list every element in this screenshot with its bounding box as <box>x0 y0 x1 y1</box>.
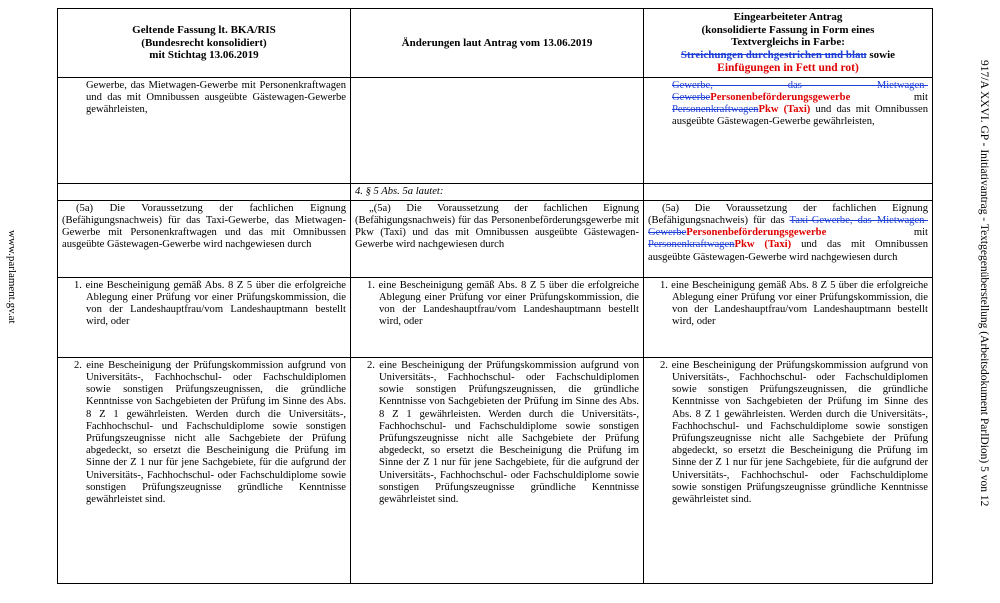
row3-current: (5a) Die Voraussetzung der fachlichen Eignung (Befähigungsnachweis) für das Taxi-Gewerbe, das Mietwagen-Gewerbe mit Personenkraftwagen und das mit Omnibussen ausgeübte Gästewagen-Gewerbe wird nachgewiesen durch <box>58 200 351 277</box>
header-consolidated: Eingearbeiteter Antrag (konsolidierte Fassung in Form eines Textvergleichs in Farbe: Streichungen durchgestrichen und blau sowie Einfügungen in Fett und rot) <box>644 9 933 78</box>
row3-consolidated: (5a) Die Voraussetzung der fachlichen Eignung (Befähigungsnachweis) für das Taxi-Gewerbe, das Mietwagen-GewerbePersonenbeförderungsgewerbe mit PersonenkraftwagenPkw (Taxi) und das mit Omnibussen ausgeübte Gästewagen-Gewerbe wird nachgewiesen durch <box>644 200 933 277</box>
table-row <box>58 200 933 277</box>
comparison-table <box>57 8 933 584</box>
website-label: www.parlament.gv.at <box>6 230 18 324</box>
row5-consolidated: 2. eine Bescheinigung der Prüfungskommission aufgrund von Universitäts-, Fachhochschul- oder Fachschuldiplomen sowie sonstigen Prüfungszeugnissen, die gründliche Kenntnisse von Sachgebieten der Prüfung im Sinne des Abs. 8 Z 1 gewährleisten. Werden durch die Universitäts-, Fachhochschul- und Fachschuldiplome sowie sonstigen Prüfungszeugnisse nicht alle Sachgebiete der Prüfung abgedeckt, so ersetzt die Bescheinigung die Prüfung im Sinne der Z 1 nur für jene Sachgebiete, für die aufgrund der Universitäts-, Fachhochschul- oder Fachschuldiplome sowie sonstigen Prüfungszeugnisse gründliche Kenntnisse gewährleistet sind. <box>644 357 933 583</box>
side-margin-right <box>978 60 992 580</box>
row1-changes <box>351 77 644 183</box>
row1-current: Gewerbe, das Mietwagen-Gewerbe mit Personenkraftwagen und das mit Omnibussen ausgeübte Gästewagen-Gewerbe gewährleisten, <box>58 77 351 183</box>
row4-current: 1. eine Bescheinigung gemäß Abs. 8 Z 5 über die erfolgreiche Ablegung einer Prüfung vor einer Prüfungskommission, die von der Landeshauptfrau/vom Landeshauptmann bestellt wird, oder <box>58 277 351 357</box>
legend-insertion: Einfügungen in Fett und rot) <box>717 61 859 74</box>
table-header-row <box>58 9 933 78</box>
row5-current: 2. eine Bescheinigung der Prüfungskommission aufgrund von Universitäts-, Fachhochschul- oder Fachschuldiplomen sowie sonstigen Prüfungszeugnissen, die gründliche Kenntnisse von Sachgebieten der Prüfung im Sinne des Abs. 8 Z 1 gewährleisten. Werden durch die Universitäts-, Fachhochschul- und Fachschuldiplome sowie sonstigen Prüfungszeugnisse nicht alle Sachgebiete der Prüfung abgedeckt, so ersetzt die Bescheinigung die Prüfung im Sinne der Z 1 nur für jene Sachgebiete, für die aufgrund der Universitäts-, Fachhochschul- oder Fachschuldiplome sowie sonstigen Prüfungszeugnisse gründliche Kenntnisse gewährleistet sind. <box>58 357 351 583</box>
table-row <box>58 357 933 583</box>
table-row <box>58 77 933 183</box>
amendment-note: 4. § 5 Abs. 5a lautet: <box>351 183 644 200</box>
legend-deletion: Streichungen durchgestrichen und blau <box>680 48 867 61</box>
row4-consolidated: 1. eine Bescheinigung gemäß Abs. 8 Z 5 über die erfolgreiche Ablegung einer Prüfung vor einer Prüfungskommission, die von der Landeshauptfrau/vom Landeshauptmann bestellt wird, oder <box>644 277 933 357</box>
table-row <box>58 277 933 357</box>
row2-consolidated <box>644 183 933 200</box>
row3-changes: „(5a) Die Voraussetzung der fachlichen Eignung (Befähigungsnachweis) für das Personenbeförderungsgewerbe mit Pkw (Taxi) und das mit Omnibussen ausgeübte Gästewagen-Gewerbe wird nachgewiesen durch <box>351 200 644 277</box>
row2-current <box>58 183 351 200</box>
header-current-version: Geltende Fassung lt. BKA/RIS (Bundesrecht konsolidiert) mit Stichtag 13.06.2019 <box>58 9 351 78</box>
row5-changes: 2. eine Bescheinigung der Prüfungskommission aufgrund von Universitäts-, Fachhochschul- oder Fachschuldiplomen sowie sonstigen Prüfungszeugnissen, die gründliche Kenntnisse von Sachgebieten der Prüfung im Sinne des Abs. 8 Z 1 gewährleisten. Werden durch die Universitäts-, Fachhochschul- und Fachschuldiplome sowie sonstigen Prüfungszeugnisse nicht alle Sachgebiete der Prüfung abgedeckt, so ersetzt die Bescheinigung die Prüfung im Sinne der Z 1 nur für jene Sachgebiete, für die aufgrund der Universitäts-, Fachhochschul- oder Fachschuldiplome sowie sonstigen Prüfungszeugnisse gründliche Kenntnisse gewährleistet sind. <box>351 357 644 583</box>
header-changes: Änderungen laut Antrag vom 13.06.2019 <box>351 9 644 78</box>
side-margin-left <box>6 230 20 390</box>
table-row <box>58 183 933 200</box>
row1-consolidated: Gewerbe, das Mietwagen-GewerbePersonenbeförderungsgewerbe mit PersonenkraftwagenPkw (Taxi) und das mit Omnibussen ausgeübte Gästewagen-Gewerbe gewährleisten, <box>644 77 933 183</box>
row4-changes: 1. eine Bescheinigung gemäß Abs. 8 Z 5 über die erfolgreiche Ablegung einer Prüfung vor einer Prüfungskommission, die von der Landeshauptfrau/vom Landeshauptmann bestellt wird, oder <box>351 277 644 357</box>
document-running-title: 917/A XXVI. GP - Initiativantrag - Textgegenüberstellung (Arbeitsdokument ParlDion) 5 von 12 <box>978 60 990 507</box>
